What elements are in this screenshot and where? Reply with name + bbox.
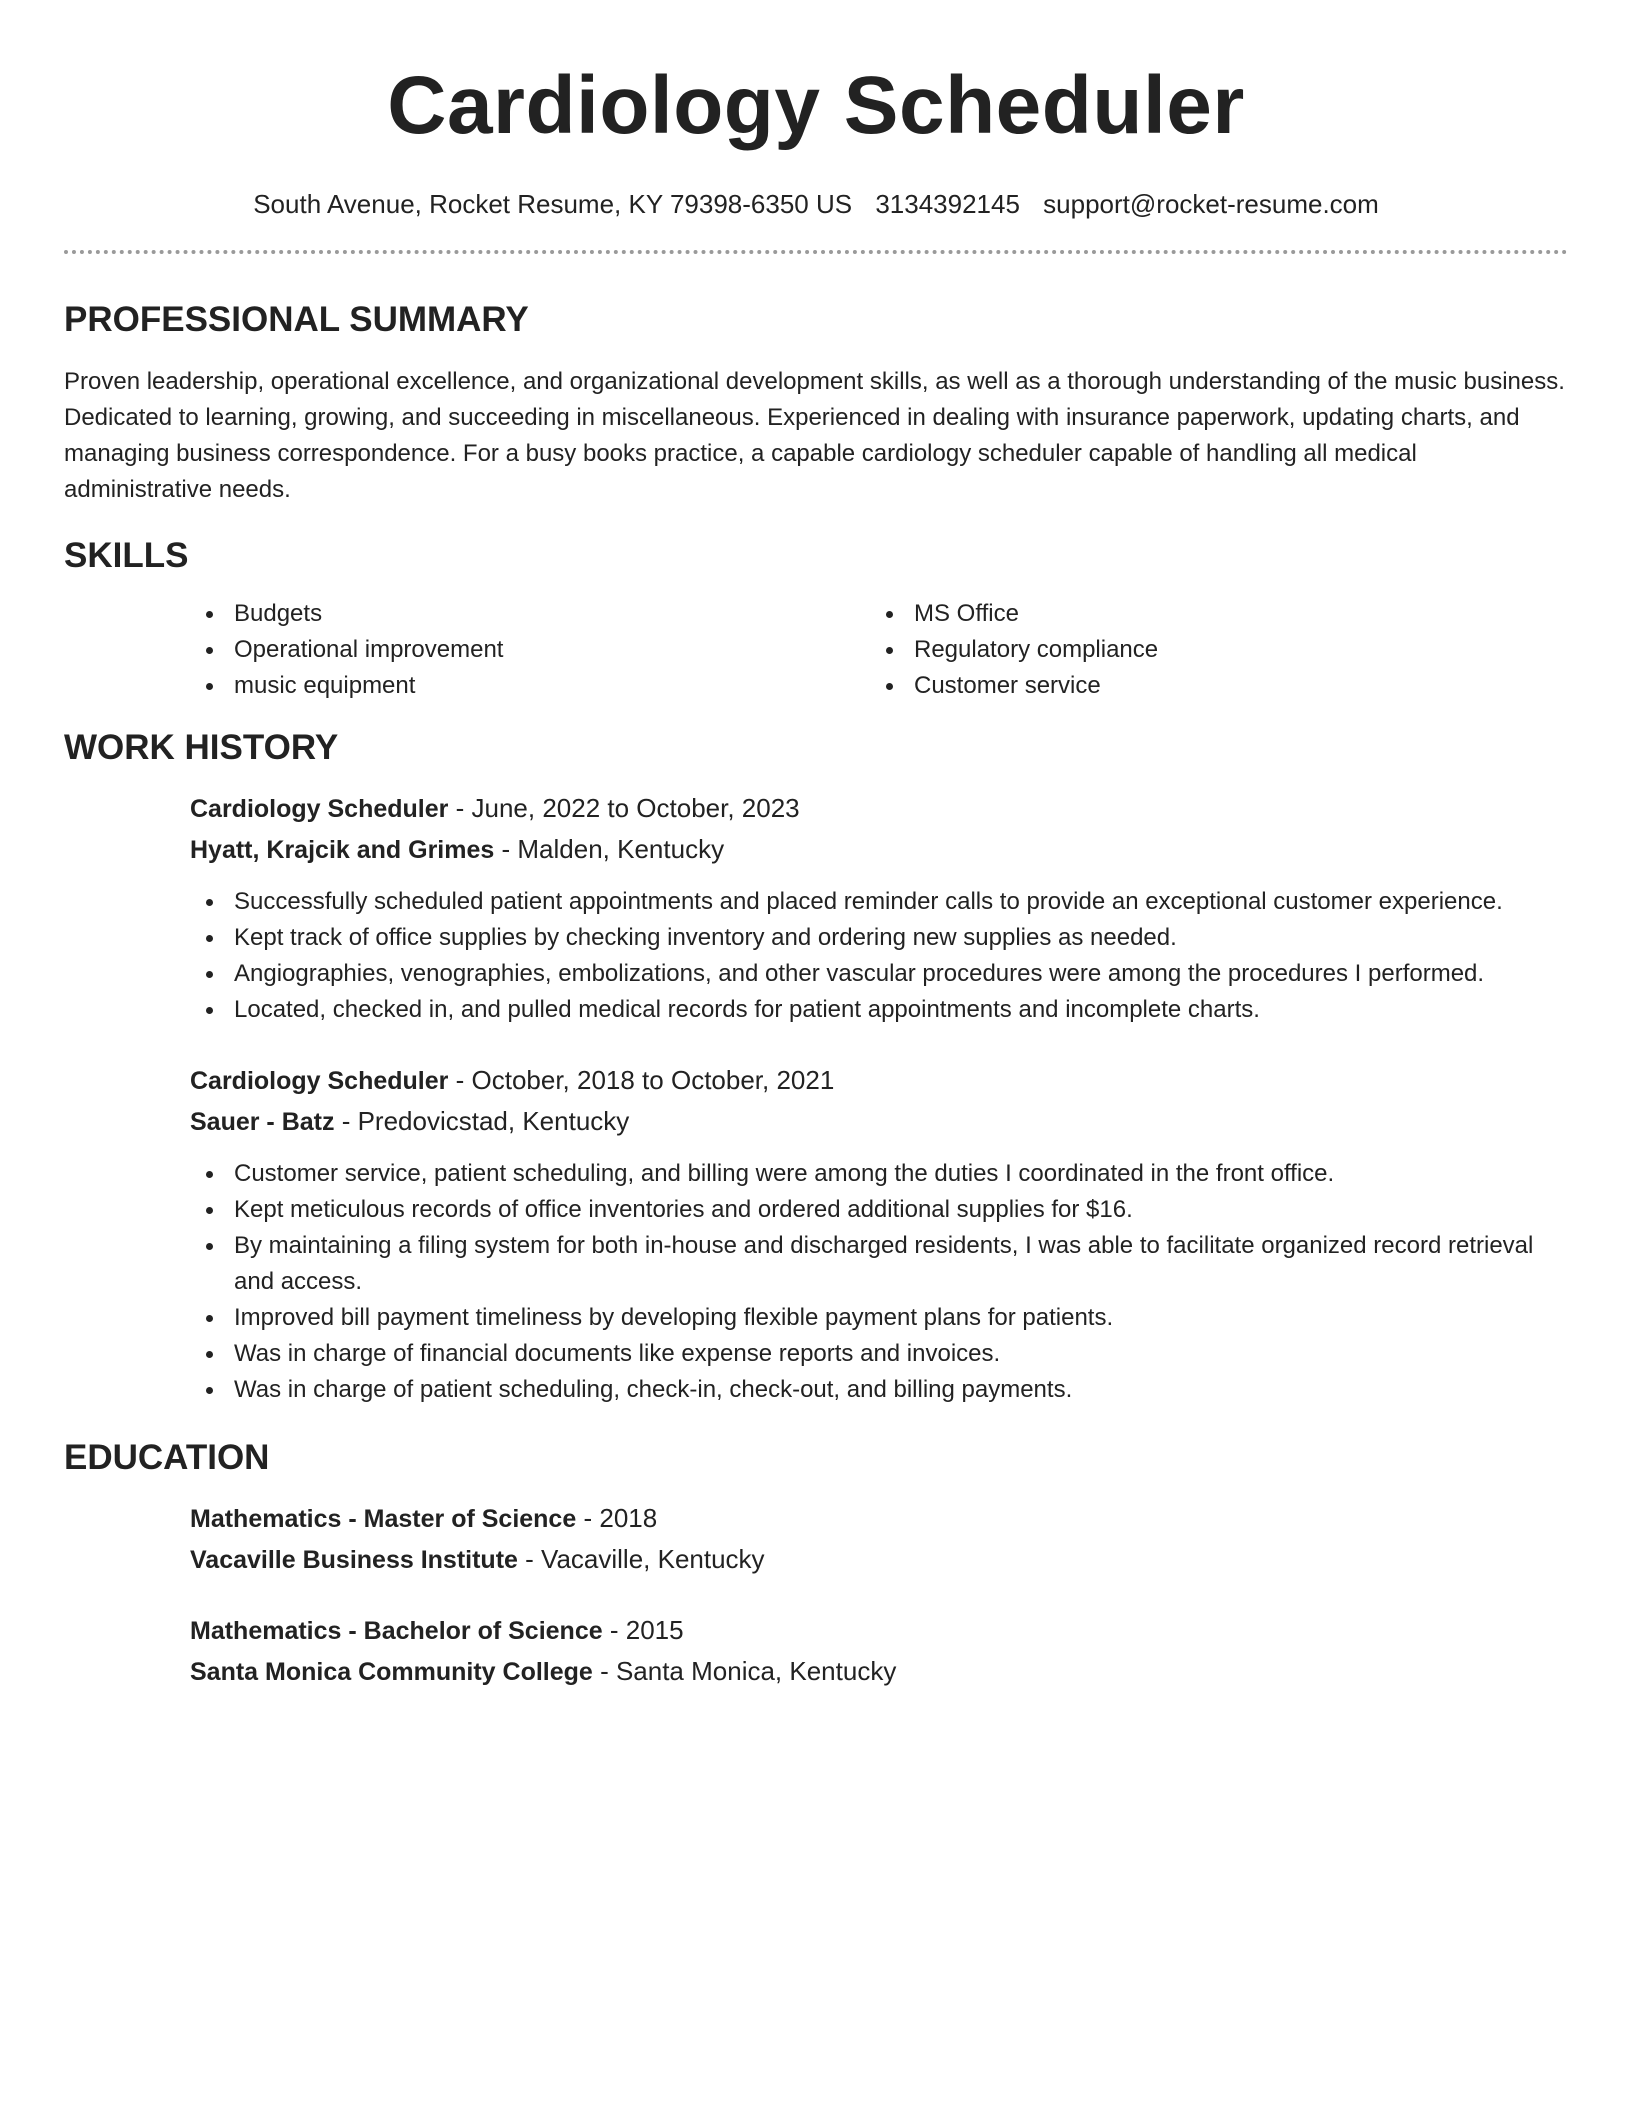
- summary-heading: PROFESSIONAL SUMMARY: [64, 300, 529, 339]
- skill-item: Budgets: [190, 596, 870, 632]
- degree-name: Mathematics - Bachelor of Science: [190, 1617, 603, 1645]
- job-bullets: [190, 1156, 1568, 1408]
- job-dates: - October, 2018 to October, 2021: [448, 1065, 835, 1095]
- header-divider: [64, 250, 1568, 254]
- education-section: [64, 1436, 1568, 1692]
- school-name: Vacaville Business Institute: [190, 1546, 518, 1574]
- school-name: Santa Monica Community College: [190, 1658, 593, 1686]
- job-bullet: Was in charge of financial documents like expense reports and invoices.: [190, 1336, 1568, 1372]
- job-bullets: [190, 884, 1568, 1028]
- skills-list: [190, 596, 1568, 704]
- job-entry: [190, 1060, 1568, 1408]
- job-role: Cardiology Scheduler: [190, 795, 449, 823]
- skill-item: MS Office: [870, 596, 1550, 632]
- job-company-line: [190, 1101, 1568, 1142]
- job-bullet: Improved bill payment timeliness by developing flexible payment plans for patients.: [190, 1300, 1568, 1336]
- education-entry: [190, 1610, 1568, 1692]
- job-bullet: By maintaining a filing system for both in-house and discharged residents, I was able to facilitate organized record retrieval and access.: [190, 1228, 1568, 1300]
- job-company-line: [190, 829, 1568, 870]
- job-entry: [190, 788, 1568, 1028]
- job-bullet: Angiographies, venographies, embolizations, and other vascular procedures were among the procedures I performed.: [190, 956, 1568, 992]
- skill-item: Customer service: [870, 668, 1550, 704]
- job-role: Cardiology Scheduler: [190, 1067, 449, 1095]
- degree-year: - 2015: [602, 1615, 684, 1645]
- skills-heading: SKILLS: [64, 536, 189, 575]
- candidate-name: Cardiology Scheduler: [387, 60, 1245, 151]
- degree-line: [190, 1498, 1568, 1539]
- work-history-section: [64, 726, 1568, 1408]
- skills-column-right: [870, 596, 1550, 704]
- degree-name: Mathematics - Master of Science: [190, 1505, 577, 1533]
- school-location: - Vacaville, Kentucky: [517, 1544, 765, 1574]
- work-history-heading: WORK HISTORY: [64, 728, 339, 767]
- job-location: - Malden, Kentucky: [494, 834, 725, 864]
- school-line: [190, 1651, 1568, 1692]
- job-dates: - June, 2022 to October, 2023: [448, 793, 800, 823]
- contact-address: South Avenue, Rocket Resume, KY 79398-6350 US: [253, 189, 853, 219]
- job-bullet: Successfully scheduled patient appointments and placed reminder calls to provide an exceptional customer experience.: [190, 884, 1568, 920]
- summary-section: [64, 298, 1568, 508]
- school-line: [190, 1539, 1568, 1580]
- job-company: Sauer - Batz: [190, 1108, 335, 1136]
- education-entry: [190, 1498, 1568, 1580]
- skill-item: Regulatory compliance: [870, 632, 1550, 668]
- skills-section: [64, 534, 1568, 704]
- job-bullet: Kept meticulous records of office inventories and ordered additional supplies for $16.: [190, 1192, 1568, 1228]
- job-location: - Predovicstad, Kentucky: [334, 1106, 630, 1136]
- degree-line: [190, 1610, 1568, 1651]
- job-bullet: Located, checked in, and pulled medical records for patient appointments and incomplete charts.: [190, 992, 1568, 1028]
- job-title-line: [190, 788, 1568, 829]
- job-bullet: Customer service, patient scheduling, and billing were among the duties I coordinated in the front office.: [190, 1156, 1568, 1192]
- degree-year: - 2018: [576, 1503, 658, 1533]
- skill-item: music equipment: [190, 668, 870, 704]
- resume-header: [64, 0, 1568, 220]
- skill-item: Operational improvement: [190, 632, 870, 668]
- contact-line: [64, 188, 1568, 220]
- skills-column-left: [190, 596, 870, 704]
- education-heading: EDUCATION: [64, 1438, 270, 1477]
- contact-phone: 3134392145: [875, 189, 1020, 219]
- job-title-line: [190, 1060, 1568, 1101]
- job-bullet: Kept track of office supplies by checking inventory and ordering new supplies as needed.: [190, 920, 1568, 956]
- school-location: - Santa Monica, Kentucky: [592, 1656, 897, 1686]
- contact-email: support@rocket-resume.com: [1043, 189, 1379, 219]
- job-company: Hyatt, Krajcik and Grimes: [190, 836, 495, 864]
- summary-text: Proven leadership, operational excellence, and organizational development skills, as well as a thorough understanding of the music business. Dedicated to learning, growing, and succeeding in miscellaneous. Experienced in dealing with insurance paperwork, updating charts, and managing business correspondence. For a busy books practice, a capable cardiology scheduler capable of handling all medical administrative needs.: [64, 368, 1565, 503]
- job-bullet: Was in charge of patient scheduling, check-in, check-out, and billing payments.: [190, 1372, 1568, 1408]
